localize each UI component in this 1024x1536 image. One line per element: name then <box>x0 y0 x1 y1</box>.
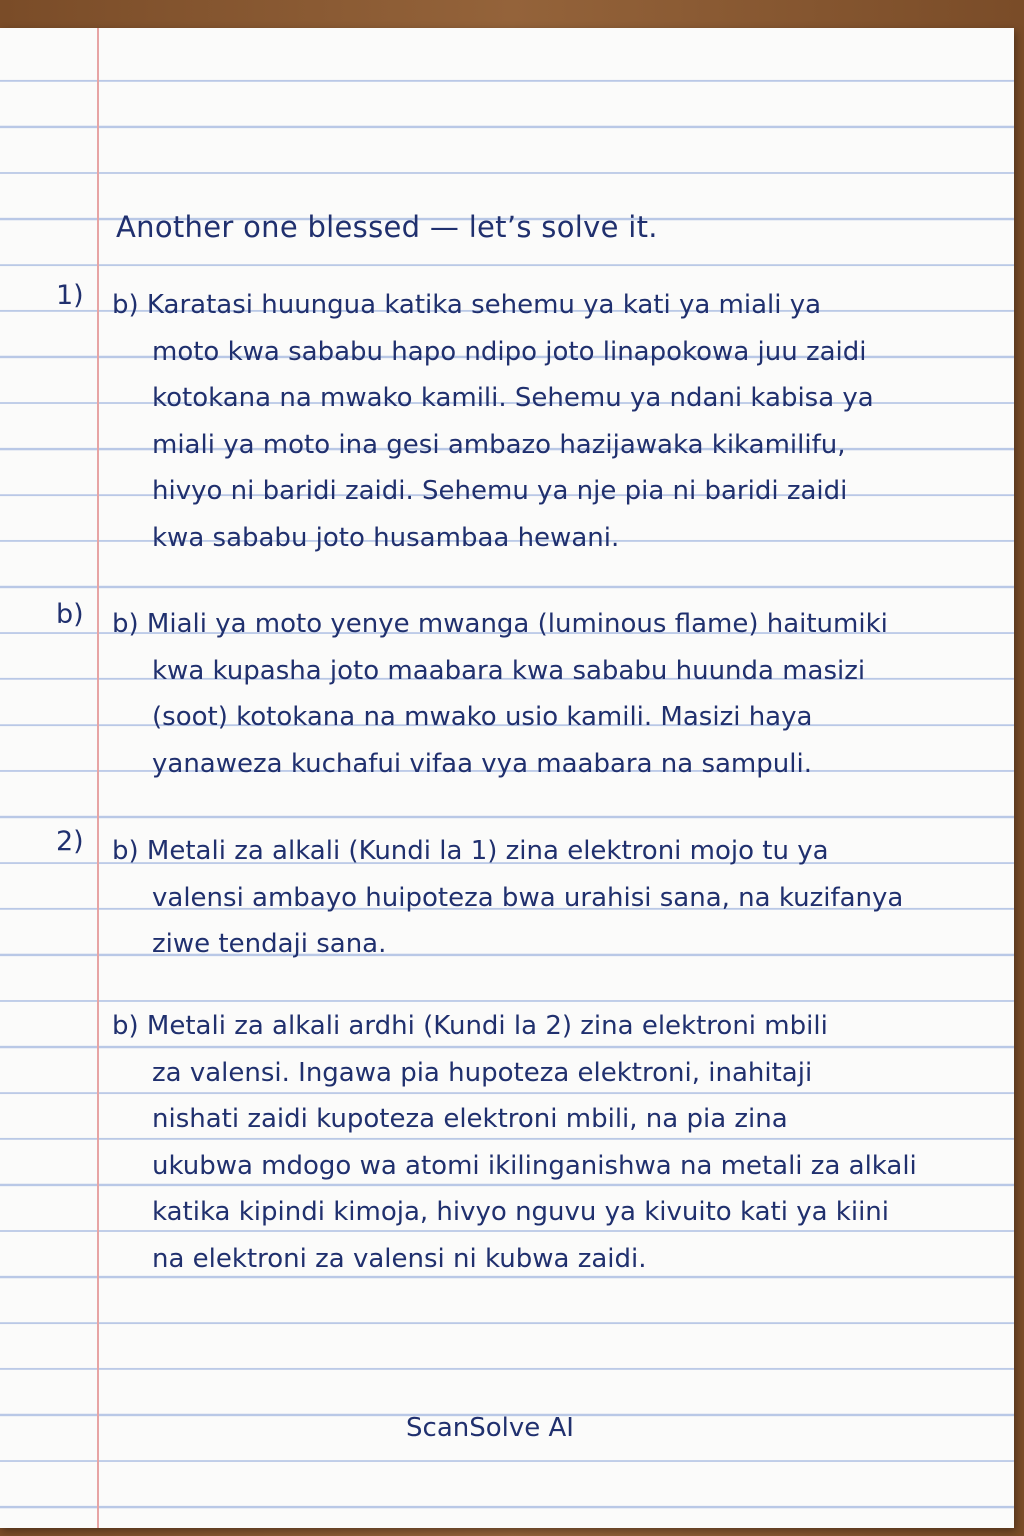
answer-text: ukubwa mdogo wa atomi ikilinganishwa na metali za alkali <box>152 1150 917 1181</box>
answer-line <box>112 1003 917 1050</box>
answer-text: hivyo ni baridi zaidi. Sehemu ya nje pia ni baridi zaidi <box>152 476 848 506</box>
answer-block <box>112 1003 917 1282</box>
answer-part-label: b) <box>112 1011 139 1041</box>
question-number: b) <box>56 599 84 630</box>
question-number: 1) <box>56 280 84 311</box>
answer-part-label: b) <box>112 836 139 866</box>
answer-text: kotokana na mwako kamili. Sehemu ya ndani kabisa ya <box>152 383 874 413</box>
answer-text: Metali za alkali ardhi (Kundi la 2) zina elektroni mbili <box>146 1011 828 1041</box>
answer-line <box>112 282 874 329</box>
answer-text: yanaweza kuchafui vifaa vya maabara na sampuli. <box>152 748 812 779</box>
answer-text: valensi ambayo huipoteza bwa urahisi sana, na kuzifanya <box>152 882 904 913</box>
answer-text: (soot) kotokana na mwako usio kamili. Masizi haya <box>152 702 813 732</box>
answer-text: Karatasi huungua katika sehemu ya kati ya miali ya <box>146 290 822 320</box>
answer-block <box>112 601 888 787</box>
answer-text: kwa sababu joto husambaa hewani. <box>152 522 620 553</box>
answer-part-label: b) <box>112 290 139 320</box>
answer-text: Miali ya moto yenye mwanga (luminous flame) haitumiki <box>146 609 888 639</box>
answer-line <box>112 601 888 648</box>
question-number: 2) <box>56 826 84 857</box>
answer-text: na elektroni za valensi ni kubwa zaidi. <box>152 1243 647 1274</box>
margin-line <box>97 28 99 1528</box>
answer-part-label: b) <box>112 609 139 639</box>
notebook-paper <box>0 28 1014 1528</box>
answer-text: moto kwa sababu hapo ndipo joto linapokowa juu zaidi <box>152 336 867 367</box>
answer-text: nishati zaidi kupoteza elektroni mbili, na pia zina <box>152 1104 788 1134</box>
answer-block <box>112 828 903 968</box>
page-heading: Another one blessed — let’s solve it. <box>116 210 658 244</box>
answer-line <box>112 828 903 875</box>
answer-text: za valensi. Ingawa pia hupoteza elektroni, inahitaji <box>152 1057 813 1088</box>
answer-text: ziwe tendaji sana. <box>152 929 387 959</box>
footer-brand: ScanSolve AI <box>406 1413 574 1443</box>
answer-text: miali ya moto ina gesi ambazo hazijawaka kikamilifu, <box>152 429 846 460</box>
answer-text: katika kipindi kimoja, hivyo nguvu ya kivuito kati ya kiini <box>152 1197 889 1227</box>
answer-block <box>112 282 874 561</box>
answer-text: kwa kupasha joto maabara kwa sababu huunda masizi <box>152 655 866 686</box>
answer-text: Metali za alkali (Kundi la 1) zina elektroni mojo tu ya <box>146 836 829 866</box>
